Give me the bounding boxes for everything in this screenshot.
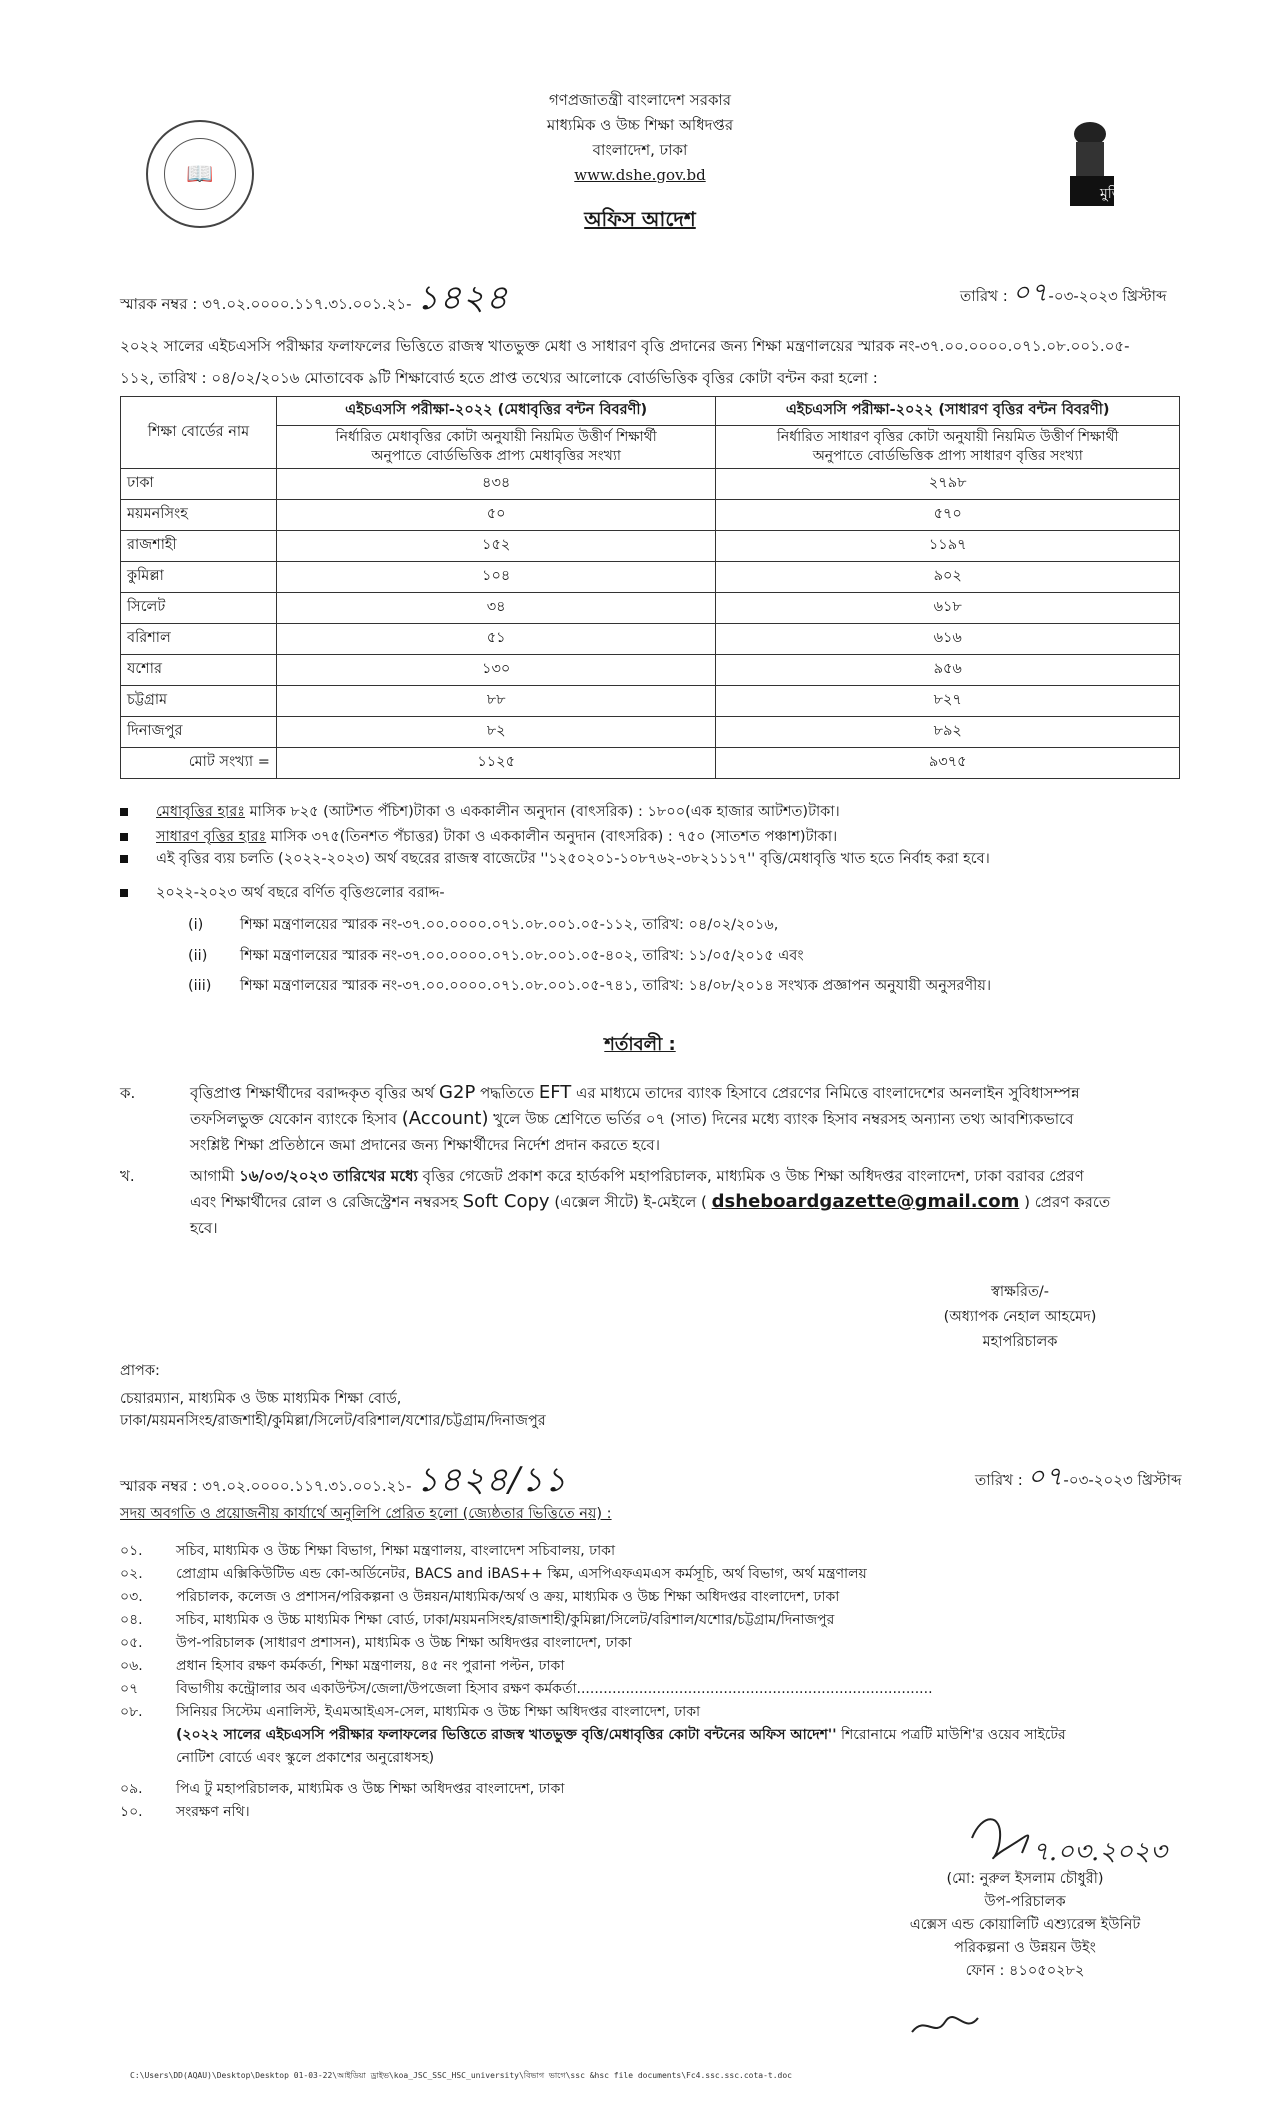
table-cell-board: দিনাজপুর: [121, 717, 277, 748]
memo2-date-day: ০৭: [1027, 1462, 1064, 1492]
footer-file-path: C:\Users\DD(AQAU)\Desktop\Desktop 01-03-22\আইডিয়া ড্রাইভ\koa_JSC_SSC_HSC_university\বিভাগ ভাগে\ssc &hsc file documents\Fc4.ssc.ssc.cota-t.doc: [130, 2071, 792, 2080]
table-cell-board: চট্টগ্রাম: [121, 686, 277, 717]
condition-ka-l3: সংশ্লিষ্ট শিক্ষা প্রতিষ্ঠানে জমা প্রদানের জন্য শিক্ষার্থীদের নির্দেশ প্রদান করতে হবে।: [190, 1136, 660, 1154]
condition-kha-l2c: ) প্রেরণ করতে: [1019, 1193, 1111, 1211]
header-line-3: বাংলাদেশ, ঢাকা: [592, 141, 688, 159]
list-item-number: ০৮.: [120, 1704, 143, 1720]
recipient-label: প্রাপক:: [120, 1363, 160, 1379]
bullet-allocation-text: ২০২২-২০২৩ অর্থ বছরে বর্ণিত বৃত্তিগুলোর বরাদ্দ-: [156, 885, 445, 901]
table-col-general-sub: [716, 426, 1180, 469]
table-cell-merit: ১০৪: [276, 562, 716, 593]
table-cell-board: রাজশাহী: [121, 531, 277, 562]
signatory2-wing: পরিকল্পনা ও উন্নয়ন উইং: [954, 1940, 1096, 1956]
header-line-2: মাধ্যমিক ও উচ্চ শিক্ষা অধিদপ্তর: [546, 116, 734, 134]
condition-kha-l2b: (এক্সেল সীটে) ই-মেইলে (: [549, 1193, 712, 1211]
condition-ka-label: ক.: [120, 1084, 136, 1102]
ref-3-text: শিক্ষা মন্ত্রণালয়ের স্মারক নং-৩৭.০০.০০০০.০৭১.০৮.০০১.০৫-৭৪১, তারিখ: ১৪/০৮/২০১৪ সংখ্যক প্রজ্ঞাপন অনুযায়ী অনুসরণীয়।: [240, 978, 992, 994]
table-row: [121, 624, 1180, 655]
table-col-general-sub-2: অনুপাতে বোর্ডভিত্তিক প্রাপ্য সাধারণ বৃত্তির সংখ্যা: [812, 448, 1083, 464]
condition-ka-l1a: বৃত্তিপ্রাপ্ত শিক্ষার্থীদের বরাদ্দকৃত বৃত্তির অর্থ: [190, 1084, 440, 1102]
copy-list: [120, 1540, 1200, 1724]
scholarship-quota-table: [120, 396, 1180, 779]
book-emblem-icon: 📖: [164, 138, 236, 210]
table-cell-board: কুমিল্লা: [121, 562, 277, 593]
table-cell-board: ঢাকা: [121, 469, 277, 500]
ref-2-text: শিক্ষা মন্ত্রণালয়ের স্মারক নং-৩৭.০০.০০০০.০৭১.০৮.০০১.০৫-৪০২, তারিখ: ১১/০৫/২০১৫ এবং: [240, 948, 804, 964]
list-item-text: সচিব, মাধ্যমিক ও উচ্চ শিক্ষা বিভাগ, শিক্ষা মন্ত্রণালয়, বাংলাদেশ সচিবালয়, ঢাকা: [176, 1543, 616, 1559]
condition-ka-l1c: এর মাধ্যমে তাদের ব্যাংক হিসাবে প্রেরণের নিমিত্তে বাংলাদেশের অনলাইন সুবিধাসম্পন্ন: [571, 1084, 1080, 1102]
list-item: [120, 1655, 1200, 1678]
bullet-budget-text: এই বৃত্তির ব্যয় চলতি (২০২২-২০২৩) অর্থ বছরের রাজস্ব বাজেটের ''১২৫০২০১-১০৮৭৬২-৩৮২১১১৭'' বৃত্তি/মেধাবৃত্তি খাত হতে নির্বাহ করা হবে।: [156, 851, 990, 867]
bullet-allocation: [120, 881, 445, 905]
condition-kha-label: খ.: [120, 1167, 135, 1185]
table-cell-merit: ৫১: [276, 624, 716, 655]
memo2-date-label: তারিখ :: [975, 1471, 1023, 1489]
table-row: [121, 655, 1180, 686]
table-col-merit-head: এইচএসসি পরীক্ষা-২০২২ (মেধাবৃত্তির বন্টন বিবরণী): [276, 397, 716, 426]
list-item-number: ০২.: [120, 1566, 143, 1582]
table-cell-general: ৯০২: [716, 562, 1180, 593]
bullet-merit-rate: [120, 800, 840, 824]
list-item-text: সংরক্ষণ নথি।: [176, 1804, 250, 1820]
list-item-number: ০৩.: [120, 1589, 143, 1605]
list-item: [120, 1563, 1200, 1586]
website-link[interactable]: www.dshe.gov.bd: [574, 166, 706, 184]
table-row: [121, 531, 1180, 562]
condition-kha-deadline: ১৬/০৩/২০২৩ তারিখের মধ্যে: [239, 1167, 418, 1185]
memo2-number-handwritten: ১৪২৪/১১: [416, 1460, 568, 1500]
recipient-line-2: ঢাকা/ময়মনসিংহ/রাজশাহী/কুমিল্লা/সিলেট/বরিশাল/যশোর/চট্টগ্রাম/দিনাজপুর: [120, 1413, 546, 1429]
memo2-date: [975, 1456, 1181, 1500]
condition-kha-soft: Soft Copy: [462, 1191, 550, 1212]
list-item: [120, 1586, 1200, 1609]
mujib-100-logo: [1048, 112, 1164, 210]
list-item-text: পরিচালক, কলেজ ও প্রশাসন/পরিকল্পনা ও উন্নয়ন/মাধ্যমিক/অর্থ ও ক্রয়, মাধ্যমিক ও উচ্চ শিক্ষা অধিদপ্তর বাংলাদেশ, ঢাকা: [176, 1589, 840, 1605]
memo-label: স্মারক নম্বর : ৩৭.০২.০০০০.১১৭.৩১.০০১.২১-: [120, 295, 412, 313]
memo-date: [960, 272, 1166, 316]
list-item: [120, 1609, 1200, 1632]
table-col-merit-sub: [276, 426, 716, 469]
logo-text: মুজিব ১০০: [1100, 186, 1164, 202]
list-item-text: উপ-পরিচালক (সাধারণ প্রশাসন), মাধ্যমিক ও উচ্চ শিক্ষা অধিদপ্তর বাংলাদেশ, ঢাকা: [176, 1635, 632, 1651]
table-cell-general: ৫৭০: [716, 500, 1180, 531]
table-col-general-sub-1: নির্ধারিত সাধারণ বৃত্তির কোটা অনুযায়ী নিয়মিত উত্তীর্ণ শিক্ষার্থী: [776, 429, 1119, 445]
condition-ka-l1b: পদ্ধতিতে: [475, 1084, 539, 1102]
condition-kha-l1a: আগামী: [190, 1167, 240, 1185]
copy-heading: সদয় অবগতি ও প্রয়োজনীয় কার্যার্থে অনুলিপি প্রেরিত হলো (জ্যেষ্ঠতার ভিত্তিতে নয়) :: [120, 1506, 612, 1522]
table-total-general: ৯৩৭৫: [716, 748, 1180, 779]
signatory2-unit: এক্সেস এন্ড কোয়ালিটি এশ্যুরেন্স ইউনিট: [909, 1917, 1141, 1933]
table-row: [121, 562, 1180, 593]
government-seal-icon: [146, 120, 254, 228]
bullet-general-rate: [120, 825, 837, 849]
page-title: অফিস আদেশ: [584, 207, 696, 231]
memo2-date-rest: -০৩-২০২৩ খ্রিস্টাব্দ: [1063, 1471, 1182, 1489]
table-cell-general: ২৭৯৮: [716, 469, 1180, 500]
memo-line: [120, 272, 509, 329]
table-cell-merit: ১৫২: [276, 531, 716, 562]
table-col-board: শিক্ষা বোর্ডের নাম: [121, 397, 277, 469]
table-cell-merit: ৫০: [276, 500, 716, 531]
table-cell-board: সিলেট: [121, 593, 277, 624]
list-item-number: ০৬.: [120, 1658, 143, 1674]
condition-ka-eft: EFT: [538, 1082, 572, 1103]
ref-2-num: (ii): [188, 948, 208, 964]
ref-3-num: (iii): [188, 978, 212, 994]
table-row: [121, 469, 1180, 500]
handwritten-signature-icon: [962, 1808, 1172, 1872]
list-item-number: ০৯.: [120, 1781, 143, 1797]
ref-1-num: (i): [188, 917, 204, 933]
table-cell-general: ৯৫৬: [716, 655, 1180, 686]
condition-kha-l3: হবে।: [190, 1219, 218, 1237]
list-item: [120, 1701, 1200, 1724]
list-item-text: প্রধান হিসাব রক্ষণ কর্মকর্তা, শিক্ষা মন্ত্রণালয়, ৪৫ নং পুরানা পল্টন, ঢাকা: [176, 1658, 565, 1674]
condition-ka-l2a: তফসিলভুক্ত যেকোন ব্যাংকে হিসাব: [190, 1110, 402, 1128]
memo-date-label: তারিখ :: [960, 287, 1008, 305]
condition-kha-l2a: এবং শিক্ষার্থীদের রোল ও রেজিস্ট্রেশন নম্বরসহ: [190, 1193, 463, 1211]
intro-line-2: ১১২, তারিখ : ০৪/০২/২০১৬ মোতাবেক ৯টি শিক্ষাবোর্ড হতে প্রাপ্ত তথ্যের আলোকে বোর্ডভিত্তিক বৃত্তির কোটা বন্টন করা হলো :: [120, 369, 878, 387]
condition-ka-l2b: খুলে উচ্চ শ্রেণিতে ভর্তির ০৭ (সাত) দিনের মধ্যে ব্যাংক হিসাব নম্বরসহ অন্যান্য তথ্য আবশ্যিকভাবে: [488, 1110, 1074, 1128]
memo-number-handwritten: ১৪২৪: [416, 278, 509, 318]
table-row: [121, 593, 1180, 624]
bullet-merit-label: মেধাবৃত্তির হারঃ: [156, 804, 245, 820]
memo-date-rest: -০৩-২০২৩ খ্রিস্টাব্দ: [1048, 287, 1167, 305]
list-item: [120, 1632, 1200, 1655]
bullet-budget: [120, 847, 990, 871]
signed-text: স্বাক্ষরিত/-: [991, 1284, 1049, 1300]
signature-date-handwritten: ৭.০৩.২০২৩: [1032, 1837, 1167, 1867]
ref-1: [188, 914, 778, 938]
table-cell-merit: ৮৮: [276, 686, 716, 717]
memo-date-day: ০৭: [1012, 278, 1049, 308]
bullet-general-text: মাসিক ৩৭৫(তিনশত পঁচাত্তর) টাকা ও এককালীন অনুদান (বাৎসরিক) : ৭৫০ (সাতশত পঞ্চাশ)টাকা।: [266, 829, 838, 845]
signature-block-2: [880, 1868, 1170, 1983]
bullet-merit-text: মাসিক ৮২৫ (আটশত পঁচিশ)টাকা ও এককালীন অনুদান (বাৎসরিক) : ১৮০০(এক হাজার আটশত)টাকা।: [244, 804, 840, 820]
table-col-merit-sub-1: নির্ধারিত মেধাবৃত্তির কোটা অনুযায়ী নিয়মিত উত্তীর্ণ শিক্ষার্থী: [335, 429, 657, 445]
memo2-label: স্মারক নম্বর : ৩৭.০২.০০০০.১১৭.৩১.০০১.২১-: [120, 1477, 412, 1495]
ref-2: [188, 945, 804, 969]
signatory2-designation: উপ-পরিচালক: [984, 1894, 1066, 1910]
table-cell-merit: ৪৩৪: [276, 469, 716, 500]
condition-ka-g2p: G2P: [439, 1082, 476, 1103]
signatory-designation: মহাপরিচালক: [982, 1334, 1058, 1350]
bullet-general-label: সাধারণ বৃত্তির হারঃ: [156, 829, 267, 845]
table-cell-board: যশোর: [121, 655, 277, 686]
signatory2-name: (মো: নুরুল ইসলাম চৌধুরী): [946, 1871, 1104, 1887]
ref-3: [188, 975, 991, 999]
table-cell-general: ৮৯২: [716, 717, 1180, 748]
ref-1-text: শিক্ষা মন্ত্রণালয়ের স্মারক নং-৩৭.০০.০০০০.০৭১.০৮.০০১.০৫-১১২, তারিখ: ০৪/০২/২০১৬,: [240, 917, 779, 933]
table-cell-general: ৮২৭: [716, 686, 1180, 717]
table-cell-merit: ৩৪: [276, 593, 716, 624]
condition-ka-account: (Account): [401, 1108, 489, 1129]
signature-block-1: [900, 1280, 1140, 1355]
signatory-name: (অধ্যাপক নেহাল আহমেদ): [943, 1309, 1097, 1325]
list-item-number: ১০.: [120, 1804, 143, 1820]
intro-line-1: ২০২২ সালের এইচএসসি পরীক্ষার ফলাফলের ভিত্তিতে রাজস্ব খাতভুক্ত মেধা ও সাধারণ বৃত্তি প্রদানের জন্য শিক্ষা মন্ত্রণালয়ের স্মারক নং-৩৭.০০.০০০০.০৭১.০৮.০০১.০৫-: [120, 337, 1130, 355]
signatory2-phone: ফোন : ৪১০৫০২৮২: [965, 1963, 1085, 1979]
table-row: [121, 717, 1180, 748]
initials-signature-icon: [910, 2010, 980, 2040]
copy-8-note: [176, 1724, 1206, 1770]
condition-kha: [120, 1163, 1180, 1241]
table-cell-merit: ৮২: [276, 717, 716, 748]
table-row: [121, 500, 1180, 531]
email-link[interactable]: dsheboardgazette@gmail.com: [711, 1191, 1020, 1212]
list-item-number: ০৫.: [120, 1635, 143, 1651]
table-cell-merit: ১৩০: [276, 655, 716, 686]
copy-8-line-2: নোটিশ বোর্ডে এবং স্কুলে প্রকাশের অনুরোধসহ): [176, 1750, 435, 1766]
list-item: [120, 1678, 1200, 1701]
table-total-label: মোট সংখ্যা =: [121, 748, 277, 779]
table-cell-board: বরিশাল: [121, 624, 277, 655]
copy-8-rest: শিরোনামে পত্রটি মাউশি'র ওয়েব সাইটের: [836, 1727, 1066, 1743]
table-cell-general: ৬১৬: [716, 624, 1180, 655]
conditions-title: শর্তাবলী :: [604, 1034, 676, 1055]
condition-ka: [120, 1080, 1180, 1158]
table-cell-general: ১১৯৭: [716, 531, 1180, 562]
table-total-merit: ১১২৫: [276, 748, 716, 779]
list-item: [120, 1778, 1200, 1801]
table-cell-board: ময়মনসিংহ: [121, 500, 277, 531]
list-item-number: ০৭: [120, 1681, 139, 1697]
table-cell-general: ৬১৮: [716, 593, 1180, 624]
header-line-1: গণপ্রজাতন্ত্রী বাংলাদেশ সরকার: [548, 91, 732, 109]
list-item-text: সচিব, মাধ্যমিক ও উচ্চ মাধ্যমিক শিক্ষা বোর্ড, ঢাকা/ময়মনসিংহ/রাজশাহী/কুমিল্লা/সিলেট/বরিশাল/যশোর/চট্টগ্রাম/দিনাজপুর: [176, 1612, 835, 1628]
recipient-line-1: চেয়ারম্যান, মাধ্যমিক ও উচ্চ মাধ্যমিক শিক্ষা বোর্ড,: [120, 1391, 402, 1407]
condition-kha-l1b: বৃত্তির গেজেট প্রকাশ করে হার্ডকপি মহাপরিচালক, মাধ্যমিক ও উচ্চ শিক্ষা অধিদপ্তর বাংলাদেশ, ঢাকা বরাবর প্রেরণ: [417, 1167, 1084, 1185]
table-col-general-head: এইচএসসি পরীক্ষা-২০২২ (সাধারণ বৃত্তির বন্টন বিবরণী): [716, 397, 1180, 426]
list-item: [120, 1540, 1200, 1563]
table-row: [121, 686, 1180, 717]
list-item-number: ০৪.: [120, 1612, 143, 1628]
list-item-text: প্রোগ্রাম এক্সিকিউটিভ এন্ড কো-অর্ডিনেটর, BACS and iBAS++ স্কিম, এসপিএফএমএস কর্মসূচি, অর্থ বিভাগ, অর্থ মন্ত্রণালয়: [176, 1566, 867, 1582]
list-item-text: সিনিয়র সিস্টেম এনালিস্ট, ইএমআইএস-সেল, মাধ্যমিক ও উচ্চ শিক্ষা অধিদপ্তর বাংলাদেশ, ঢাকা: [176, 1704, 701, 1720]
list-item-number: ০১.: [120, 1543, 143, 1559]
copy-8-bold: (২০২২ সালের এইচএসসি পরীক্ষার ফলাফলের ভিত্তিতে রাজস্ব খাতভুক্ত বৃত্তি/মেধাবৃত্তির কোটা বন্টনের অফিস আদেশ'': [176, 1727, 837, 1743]
table-col-merit-sub-2: অনুপাতে বোর্ডভিত্তিক প্রাপ্য মেধাবৃত্তির সংখ্যা: [371, 448, 621, 464]
list-item-text: বিভাগীয় কন্ট্রোলার অব একাউন্টস/জেলা/উপজেলা হিসাব রক্ষণ কর্মকর্তা................................................................................: [176, 1681, 933, 1697]
list-item-text: পিএ টু মহাপরিচালক, মাধ্যমিক ও উচ্চ শিক্ষা অধিদপ্তর বাংলাদেশ, ঢাকা: [176, 1781, 565, 1797]
